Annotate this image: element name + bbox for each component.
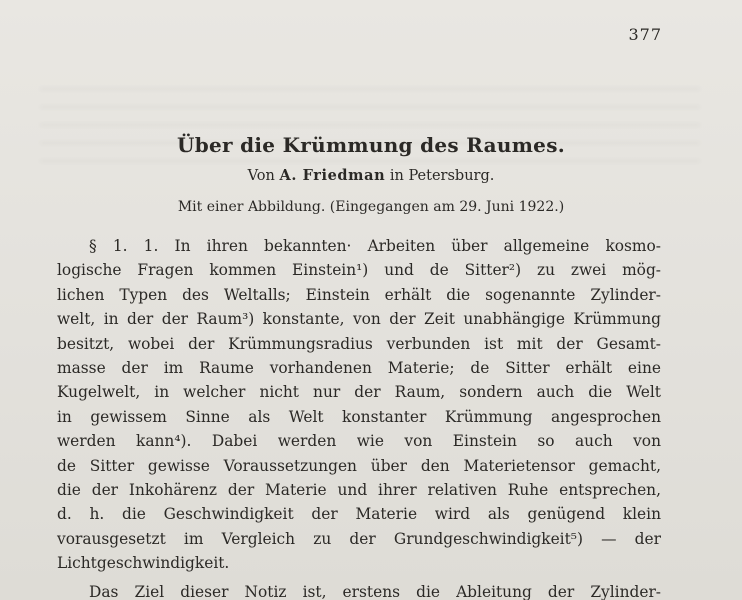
text-line: masse der im Raume vorhandenen Materie; de Sitter erhält eine (57, 358, 661, 377)
byline-suffix: in Petersburg. (385, 168, 495, 184)
text-line: logische Fragen kommen Einstein¹) und de Sitter²) zu zwei mög- (57, 261, 661, 280)
text-line: besitzt, wobei der Krümmungsradius verbunden ist mit der Gesamt- (57, 334, 661, 353)
text-line: de Sitter gewisse Voraussetzungen über den Materietensor gemacht, (57, 456, 661, 475)
text-line: welt, in der der Raum³) konstante, von der Zeit unabhängige Krümmung (57, 310, 661, 329)
submission-note: Mit einer Abbildung. (Eingegangen am 29. Juni 1922.) (177, 199, 565, 215)
text-line: Lichtgeschwindigkeit. (57, 554, 230, 573)
paragraph-2 (57, 580, 661, 600)
text-line: die der Inkohärenz der Materie und ihrer relativen Ruhe entsprechen, (57, 480, 661, 499)
text-line: in gewissem Sinne als Welt konstanter Krümmung angesprochen (57, 407, 661, 426)
author-name: A. Friedman (279, 167, 386, 184)
text-line: Kugelwelt, in welcher nicht nur der Raum, sondern auch die Welt (57, 383, 661, 402)
text-line: werden kann⁴). Dabei werden wie von Einstein so auch von (57, 432, 661, 451)
body-text (57, 234, 661, 600)
text-line: Das Ziel dieser Notiz ist, erstens die Ableitung der Zylinder- (89, 583, 661, 600)
paragraph-1 (57, 234, 661, 575)
text-line: § 1. 1. In ihren bekannten· Arbeiten über allgemeine kosmo- (89, 237, 661, 255)
text-line: d. h. die Geschwindigkeit der Materie wird als genügend klein (57, 505, 661, 524)
text-line: lichen Typen des Weltalls; Einstein erhält die sogenannte Zylinder- (57, 285, 661, 304)
page-number: 377 (628, 25, 662, 44)
byline-prefix: Von (247, 168, 280, 184)
text-line: vorausgesetzt im Vergleich zu der Grundgeschwindigkeit⁵) — der (57, 529, 661, 548)
article-title: Über die Krümmung des Raumes. (176, 133, 566, 157)
byline (0, 167, 742, 184)
